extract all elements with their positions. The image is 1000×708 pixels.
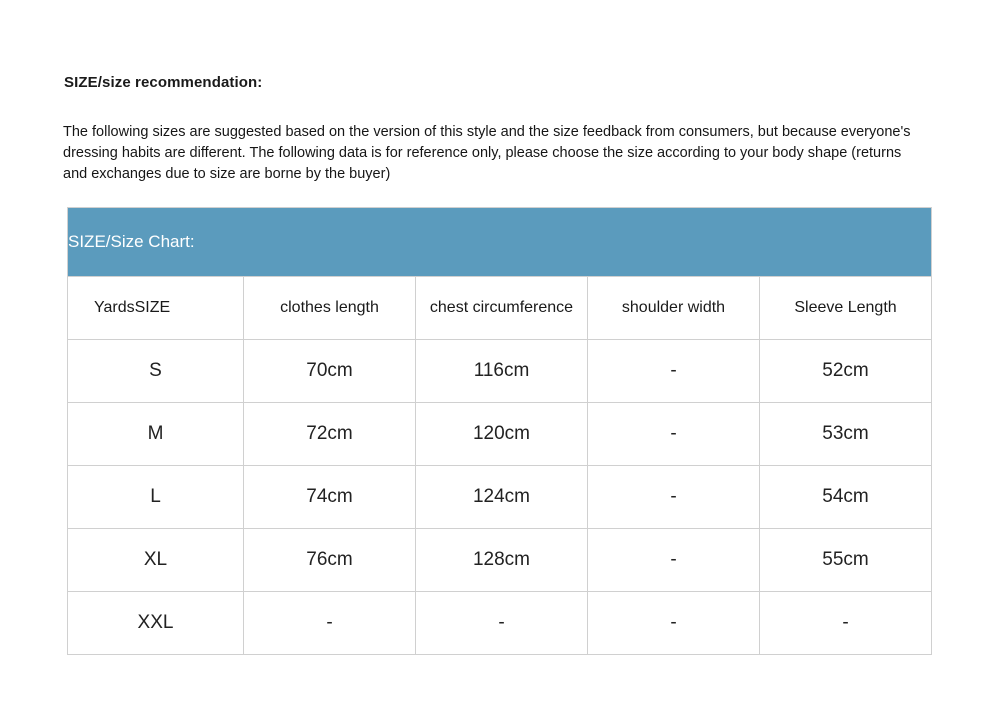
cell-size: XXL bbox=[68, 592, 244, 655]
table-row bbox=[68, 529, 932, 592]
cell-shoulder-width: - bbox=[588, 592, 760, 655]
cell-clothes-length: 72cm bbox=[244, 403, 416, 466]
cell-shoulder-width: - bbox=[588, 340, 760, 403]
cell-clothes-length: - bbox=[244, 592, 416, 655]
table-row bbox=[68, 466, 932, 529]
table-title: SIZE/Size Chart: bbox=[68, 208, 932, 277]
cell-chest-circumference: 124cm bbox=[416, 466, 588, 529]
intro-paragraph: The following sizes are suggested based on the version of this style and the size feedback from consumers, but because everyone's dressing habits are different. The following data is for reference only, please choose the size according to your body shape (returns and exchanges due to size are borne by the buyer) bbox=[63, 124, 911, 182]
cell-shoulder-width: - bbox=[588, 403, 760, 466]
page-title: SIZE/size recommendation: bbox=[64, 74, 263, 91]
column-header-yards-size: YardsSIZE bbox=[68, 277, 244, 340]
column-header-shoulder-width: shoulder width bbox=[588, 277, 760, 340]
cell-chest-circumference: 128cm bbox=[416, 529, 588, 592]
cell-clothes-length: 76cm bbox=[244, 529, 416, 592]
table-row bbox=[68, 592, 932, 655]
cell-sleeve-length: 52cm bbox=[760, 340, 932, 403]
table-row bbox=[68, 403, 932, 466]
column-header-clothes-length: clothes length bbox=[244, 277, 416, 340]
cell-sleeve-length: 55cm bbox=[760, 529, 932, 592]
cell-sleeve-length: 53cm bbox=[760, 403, 932, 466]
size-chart-table bbox=[67, 207, 932, 655]
cell-sleeve-length: 54cm bbox=[760, 466, 932, 529]
column-header-sleeve-length: Sleeve Length bbox=[760, 277, 932, 340]
cell-chest-circumference: - bbox=[416, 592, 588, 655]
cell-sleeve-length: - bbox=[760, 592, 932, 655]
size-chart-table-wrapper bbox=[67, 207, 931, 655]
cell-clothes-length: 70cm bbox=[244, 340, 416, 403]
cell-size: L bbox=[68, 466, 244, 529]
cell-shoulder-width: - bbox=[588, 466, 760, 529]
cell-size: S bbox=[68, 340, 244, 403]
cell-size: XL bbox=[68, 529, 244, 592]
cell-shoulder-width: - bbox=[588, 529, 760, 592]
cell-clothes-length: 74cm bbox=[244, 466, 416, 529]
column-header-chest-circumference: chest circumference bbox=[416, 277, 588, 340]
table-title-row bbox=[68, 208, 932, 277]
table-row bbox=[68, 340, 932, 403]
cell-chest-circumference: 120cm bbox=[416, 403, 588, 466]
table-header-row bbox=[68, 277, 932, 340]
cell-chest-circumference: 116cm bbox=[416, 340, 588, 403]
cell-size: M bbox=[68, 403, 244, 466]
